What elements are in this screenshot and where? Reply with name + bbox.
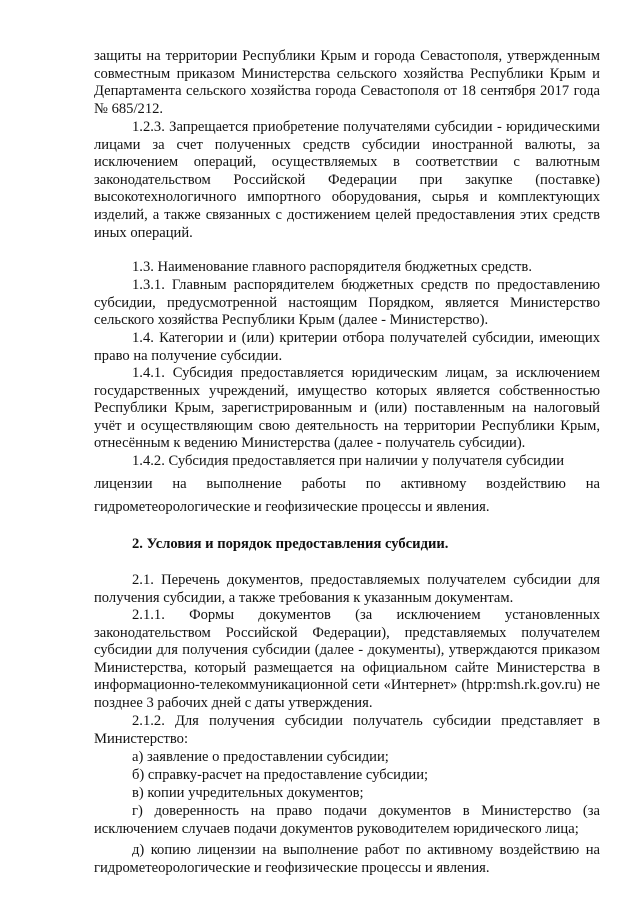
paragraph-1-4: 1.4. Категории и (или) критерии отбора получателей субсидии, имеющих право на получение субсидии. (94, 330, 600, 364)
paragraph-2-1-1: 2.1.1. Формы документов (за исключением установленных законодательством Российской Федерации), представляемых получателем субсидии для получения субсидии (далее - документы), утверждаются приказом Министерства, который размещается на официальном сайте Министерства в информационно-телекоммуникационной сети «Интернет» (htpp:msh.rk.gov.ru) не позднее 3 рабочих дней с даты утверждения. (94, 607, 600, 711)
list-item-a: а) заявление о предоставлении субсидии; (132, 749, 389, 765)
paragraph-1-4-1: 1.4.1. Субсидия предоставляется юридическим лицам, за исключением государственных учреждений, имущество которых является собственностью Республики Крым, зарегистрированным и (или) поставленным на налоговый учёт и осуществляющим свою деятельность на территории Республики Крым, отнесённым к ведению Министерства (далее - получатель субсидии). (94, 365, 600, 452)
list-item-g: г) доверенность на право подачи документов в Министерство (за исключением случаев подачи документов руководителем юридического лица; (94, 803, 600, 837)
paragraph-1-4-2-line-3: гидрометеорологические и геофизические процессы и явления. (94, 499, 490, 515)
paragraph-1-4-2: 1.4.2. Субсидия предоставляется при наличии у получателя субсидии (132, 453, 565, 469)
list-item-d: д) копию лицензии на выполнение работ по активному воздействию на гидрометеорологические и геофизические процессы и явления. (94, 842, 600, 876)
paragraph-1-3: 1.3. Наименование главного распорядителя бюджетных средств. (132, 259, 532, 275)
paragraph-2-1-2: 2.1.2. Для получения субсидии получатель субсидии представляет в Министерство: (94, 713, 600, 747)
paragraph-1-4-2-line-2: лицензии на выполнение работы по активному воздействию на (94, 476, 600, 492)
paragraph-1-2-3: 1.2.3. Запрещается приобретение получателями субсидии - юридическими лицами за счет полученных средств субсидии иностранной валюты, за исключением операций, осуществляемых в соответствии с валютным законодательством Российской Федерации при закупке (поставке) высокотехнологичного импортного оборудования, сырья и комплектующих изделий, а также связанных с достижением целей предоставления этих средств иных операций. (94, 119, 600, 241)
section-2-heading: 2. Условия и порядок предоставления субсидии. (132, 536, 449, 552)
paragraph-1-3-1: 1.3.1. Главным распорядителем бюджетных средств по предоставлению субсидии, предусмотренной настоящим Порядком, является Министерство сельского хозяйства Республики Крым (далее - Министерство). (94, 277, 600, 329)
paragraph-2-1: 2.1. Перечень документов, предоставляемых получателем субсидии для получения субсидии, а также требования к указанным документам. (94, 572, 600, 606)
paragraph-protection-order: защиты на территории Республики Крым и города Севастополя, утвержденным совместным приказом Министерства сельского хозяйства Республики Крым и Департамента сельского хозяйства города Севастополя от 18 сентября 2017 года № 685/212. (94, 48, 600, 117)
list-item-b: б) справку-расчет на предоставление субсидии; (132, 767, 429, 783)
list-item-v: в) копии учредительных документов; (132, 785, 364, 801)
